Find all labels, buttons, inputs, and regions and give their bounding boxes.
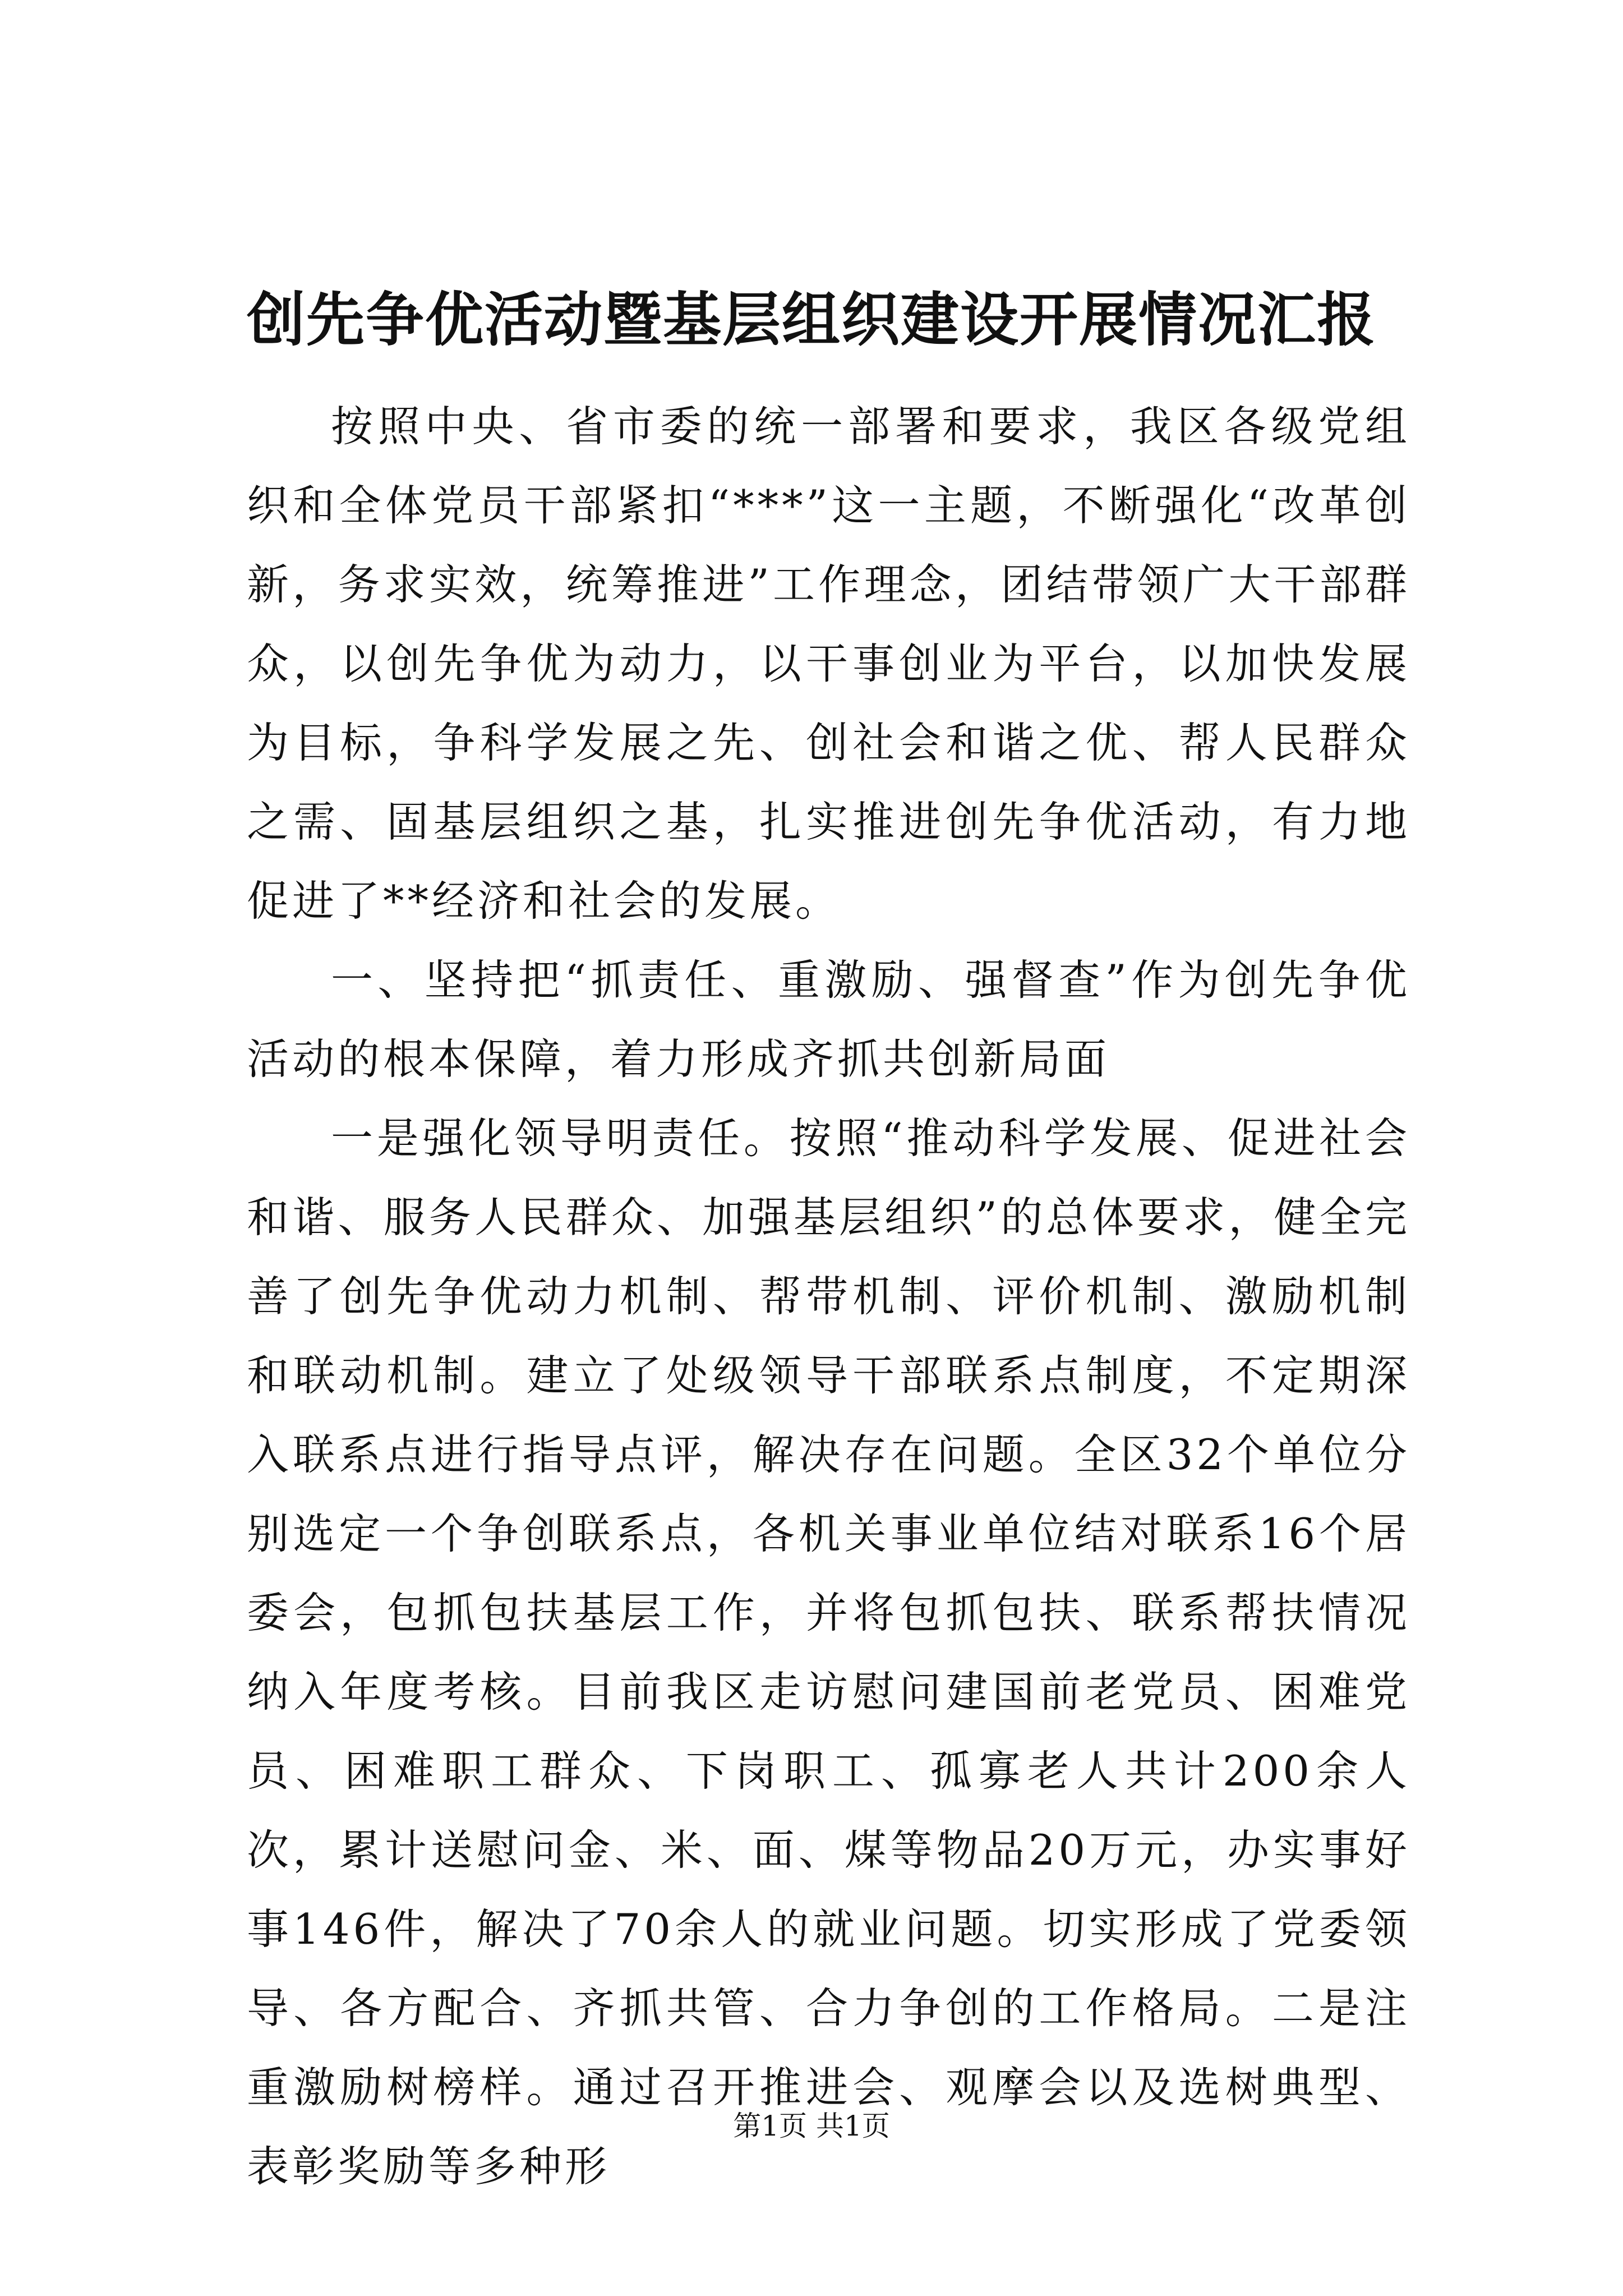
page-footer: 第1页 共1页	[733, 2110, 890, 2142]
body-paragraph-section-heading: 一、坚持把“抓责任、重激励、强督查”作为创先争优活动的根本保障，着力形成齐抓共创新局面	[247, 955, 1410, 1084]
body-paragraph-details: 一是强化领导明责任。按照“推动科学发展、促进社会和谐、服务人民群众、加强基层组织”的总体要求，健全完善了创先争优动力机制、帮带机制、评价机制、激励机制和联动机制。建立了处级领导干部联系点制度，不定期深入联系点进行指导点评，解决存在问题。全区32个单位分别选定一个争创联系点，各机关事业单位结对联系16个居委会，包抓包扶基层工作，并将包抓包扶、联系帮扶情况纳入年度考核。目前我区走访慰问建国前老党员、困难党员、困难职工群众、下岗职工、孤寡老人共计200余人次，累计送慰问金、米、面、煤等物品20万元，办实事好事146件，解决了70余人的就业问题。切实形成了党委领导、各方配合、齐抓共管、合力争创的工作格局。二是注重激励树榜样。通过召开推进会、观摩会以及选树典型、表彰奖励等多种形	[247, 1114, 1410, 2191]
document-title: 创先争优活动暨基层组织建设开展情况汇报	[246, 285, 1376, 354]
document-body	[247, 387, 1410, 2206]
body-paragraph-intro: 按照中央、省市委的统一部署和要求，我区各级党组织和全体党员干部紧扣“***”这一主题，不断强化“改革创新，务求实效，统筹推进”工作理念，团结带领广大干部群众，以创先争优为动力，以干事创业为平台，以加快发展为目标，争科学发展之先、创社会和谐之优、帮人民群众之需、固基层组织之基，扎实推进创先争优活动，有力地促进了**经济和社会的发展。	[247, 402, 1410, 926]
